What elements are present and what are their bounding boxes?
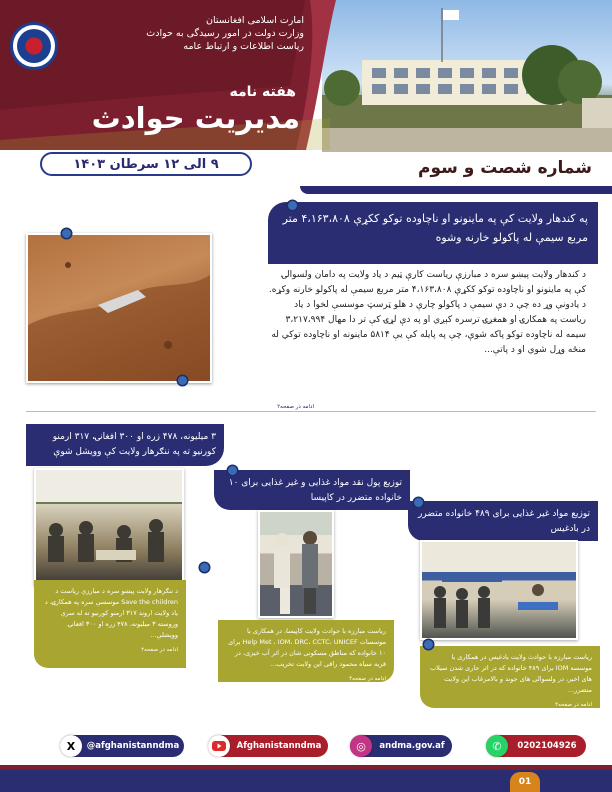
continued-link[interactable]: ادامه در صفحه۴: [555, 702, 592, 708]
newsletter-title: مدیریت حوادث: [91, 101, 300, 135]
caption-text: ریاست مبارزه با حوادث ولایت کاپیسا، در همکاری با موسسات Help Met ، IOM، DRC، CCTC، UNICEF برای ۱۰ خانواده که مناطق مسکونی شان در اثر آب خیزی، در قریه سیاه محمود راقی این ولایت تخریب...: [228, 627, 386, 668]
weekly-label: هفته نامه: [229, 84, 296, 100]
caption-text: د ننګرهار ولایت پیښو سره د مبارزې ریاست د Save the children موسسې سره په همکارۍ، د یاد ولایت اروند ۳۱۷ ارمنو کورنیو ته له سرې وروسته ۳ میلیونه، ۴۷۸ زره او ۳۰۰ افغانۍ وویشلې...: [44, 587, 178, 639]
mine-clearance-photo: [26, 233, 212, 383]
food-aid-photo: [258, 510, 334, 618]
x-icon: X: [60, 735, 82, 757]
continued-link[interactable]: ادامه در صفحه۲: [141, 647, 178, 653]
card-caption-nangarhar: [34, 580, 186, 668]
phone-number: 0202104926: [517, 741, 577, 751]
issue-underline: [300, 186, 612, 194]
x-handle: @afghanistanndma: [86, 741, 180, 751]
org-line: ریاست اطلاعات و ارتباط عامه: [183, 41, 304, 52]
continued-link[interactable]: ادامه در صفحه۲: [277, 404, 314, 410]
section-divider: [26, 411, 596, 412]
pin-icon: [178, 376, 187, 385]
ministry-logo: [10, 22, 58, 70]
cash-distribution-photo: [34, 468, 184, 586]
whatsapp-icon: ✆: [486, 735, 508, 757]
organization-name: [54, 14, 304, 53]
website-link[interactable]: [350, 735, 452, 757]
card-title-kapisa: توزیع پول نقد مواد غذایی و غیر غذایی برای ۱۰ خانواده متضرر در کاپیسا: [214, 470, 410, 510]
card-caption-kapisa: [218, 620, 394, 682]
pin-icon: [62, 229, 71, 238]
youtube-channel: Afghanistanndma: [236, 741, 322, 751]
youtube-link[interactable]: [208, 735, 328, 757]
website-url: andma.gov.af: [379, 741, 445, 751]
org-line: امارت اسلامی افغانستان: [206, 15, 304, 26]
youtube-icon: [208, 735, 230, 757]
lead-article-body: د کندهار ولایت پیښو سره د مبارزې ریاست کارې ټیم د یاد ولایت په دامان ولسوالۍ کې په ماینونو او ناچاوده توکو ککړې ۴،۱۶۳،۸۰۸ متر مربع سیمې له پاکولو خارنه وکړه. د یادونې وړ ده چې د دې سیمې د پاکولو چارې د هلو ټرسټ موسسې لخوا د یاد ریاست په همکارۍ او همغږۍ ترسره کېږي او په دې لړۍ کې تر دا مهال ۳،۲۱۷،۹۹۴ سیمه له ناچاوده توکو پاکه شوې، چې په پایله کې یې ۵۸۱۴ ماینونه او ناچاوده توکي له منځه وړل شوي او د پاتې...: [268, 270, 586, 355]
lead-article-title: په کندهار ولایت کې په ماینونو او ناچاوده توکو ککړې ۴،۱۶۳،۸۰۸ متر مربع سیمې له پاکولو خارنه وشوه: [268, 202, 598, 264]
whatsapp-link[interactable]: [486, 735, 586, 757]
caption-text: ریاست مبارزه با حوادث ولایت بادغیس در همکاری با موسسه IOM برای ۴۸۹ خانواده که در اثر جاری شدن سیلاب های اخیر، در ولسوالی های جوند و بالامرغاب این ولایت متضرر...: [429, 653, 592, 694]
pin-icon: [200, 563, 209, 572]
org-line: وزارت دولت در امور رسیدگی به حوادث: [146, 28, 304, 39]
footer-stripe: [0, 765, 612, 770]
pin-icon: [228, 466, 237, 475]
card-title-nangarhar: ۳ میلیونه، ۴۷۸ زره او ۳۰۰ افغانۍ، ۳۱۷ ارمنو کورنیو ته په ننګرهار ولایت کې وویشل شوې: [26, 424, 224, 466]
page-number: 01: [510, 772, 540, 792]
emblem-icon: [17, 29, 51, 63]
card-title-badghis: توزیع مواد غیر غذایی برای ۴۸۹ خانواده متضرر در بادغیس: [408, 501, 598, 541]
card-caption-badghis: [420, 646, 600, 708]
pin-icon: [414, 498, 423, 507]
pin-icon: [424, 640, 433, 649]
issue-date: ۹ الی ۱۲ سرطان ۱۴۰۳: [40, 152, 252, 176]
pin-icon: [288, 201, 297, 210]
continued-link[interactable]: ادامه در صفحه۴: [349, 676, 386, 682]
globe-icon: ◎: [350, 735, 372, 757]
non-food-distribution-photo: [420, 540, 578, 640]
issue-number: شماره شصت و سوم: [418, 158, 592, 178]
x-social-link[interactable]: [60, 735, 184, 757]
